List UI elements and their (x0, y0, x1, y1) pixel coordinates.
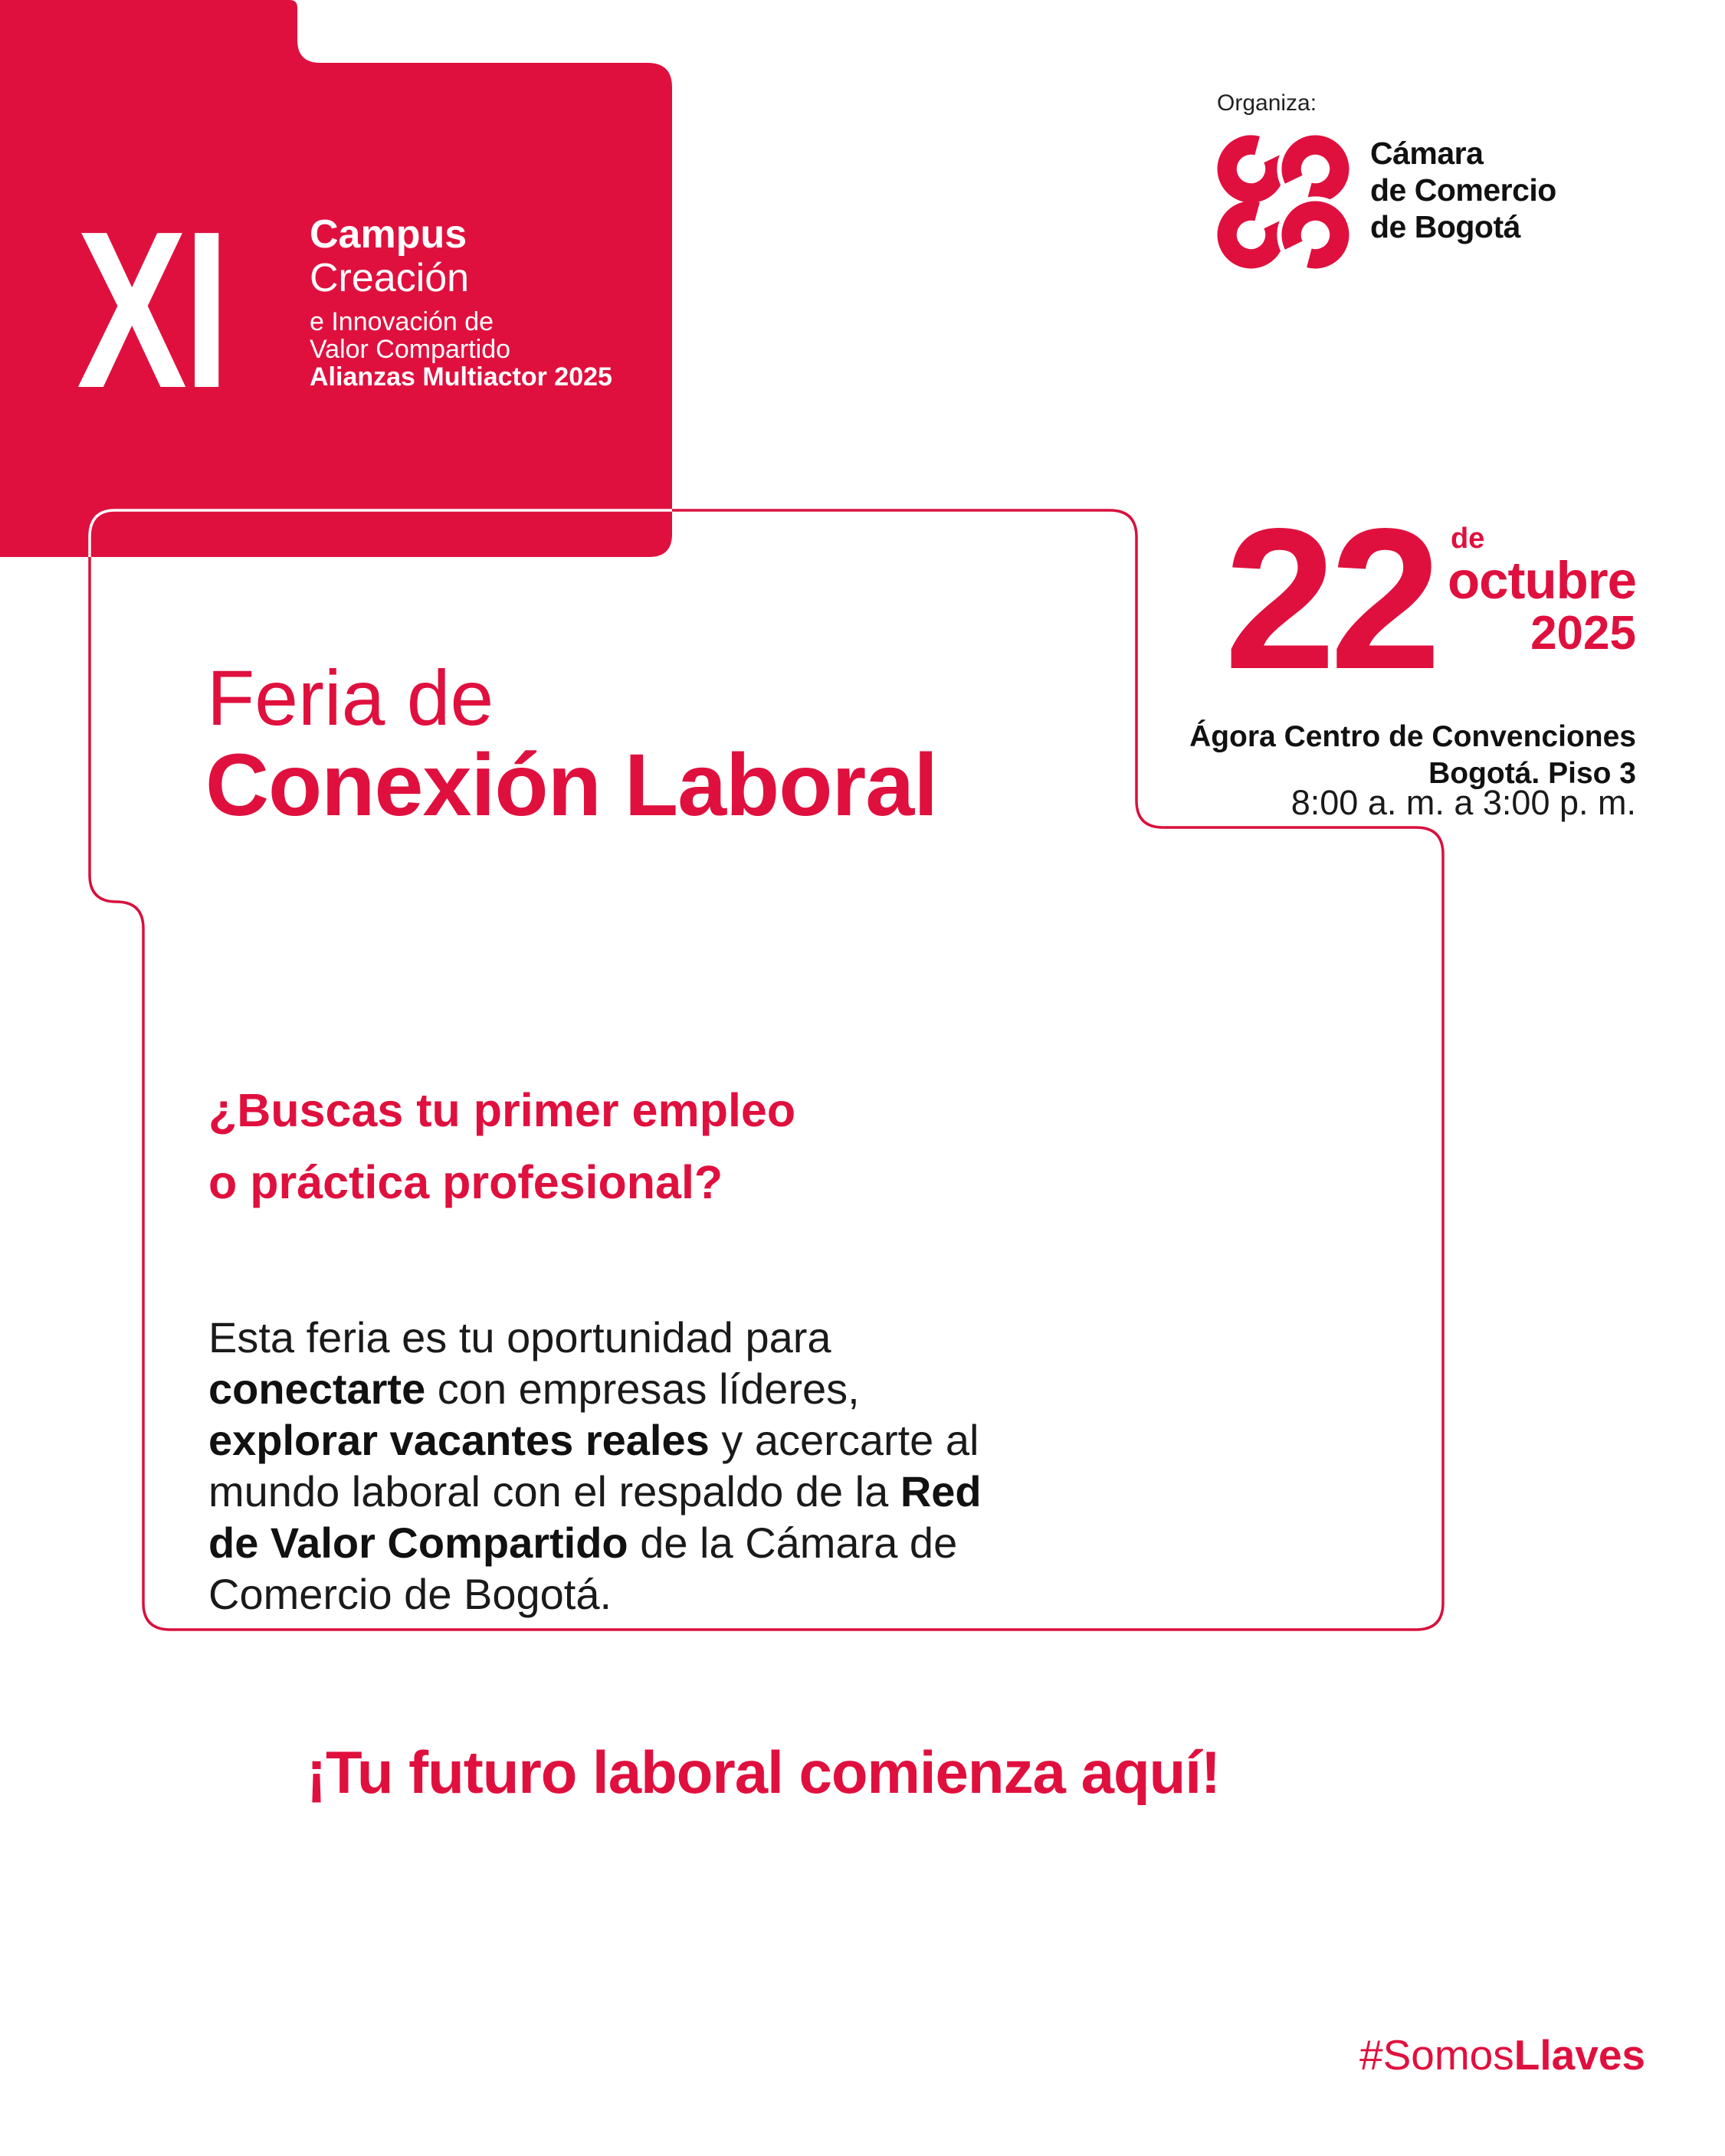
hashtag (1359, 2030, 1645, 2079)
event-day: 22 (1224, 487, 1435, 711)
event-time: 8:00 a. m. a 3:00 p. m. (1290, 783, 1636, 822)
organizer-name-line: Cámara (1370, 136, 1484, 171)
campus-word: Campus (310, 212, 467, 257)
organizer-name-line: de Comercio (1370, 172, 1556, 208)
campus-creacion: Creación (310, 256, 470, 300)
organizer-name-line: de Bogotá (1370, 209, 1520, 244)
campus-small-line: Valor Compartido (310, 335, 511, 364)
organizer-label: Organiza: (1217, 90, 1317, 116)
campus-small-line: Alianzas Multiactor 2025 (310, 362, 612, 392)
event-date (1224, 487, 1636, 711)
campus-small-line: e Innovación de (310, 307, 494, 336)
event-date-de: de (1450, 523, 1485, 555)
cta-text: ¡Tu futuro laboral comienza aquí! (307, 1738, 1220, 1806)
question-line2: o práctica profesional? (208, 1156, 723, 1208)
question-line1: ¿Buscas tu primer empleo (208, 1084, 796, 1136)
event-venue-line1: Ágora Centro de Convenciones (1189, 720, 1636, 753)
ccb-rings-logo (1217, 135, 1352, 274)
event-venue-line2: Bogotá. Piso 3 (1428, 757, 1636, 790)
hashtag-bold: Llaves (1513, 2031, 1645, 2079)
body-paragraph: Esta feria es tu oportunidad para conectarte con empresas líderes, explorar vacantes reales y acercarte al mundo laboral con el respaldo de la Red de Valor Compartido de la Cámara de Comercio de Bogotá. (208, 1313, 982, 1618)
campus-text-block (310, 213, 612, 391)
event-year: 2025 (1530, 607, 1636, 660)
hashtag-prefix: #Somos (1359, 2031, 1514, 2079)
event-month: octubre (1447, 551, 1636, 610)
campus-number: XI (77, 185, 227, 434)
event-title-line2: Conexión Laboral (205, 736, 938, 834)
question-heading (208, 1074, 795, 1218)
event-venue (1189, 719, 1636, 792)
event-title-line1: Feria de (207, 654, 494, 742)
organizer-name (1370, 135, 1556, 245)
